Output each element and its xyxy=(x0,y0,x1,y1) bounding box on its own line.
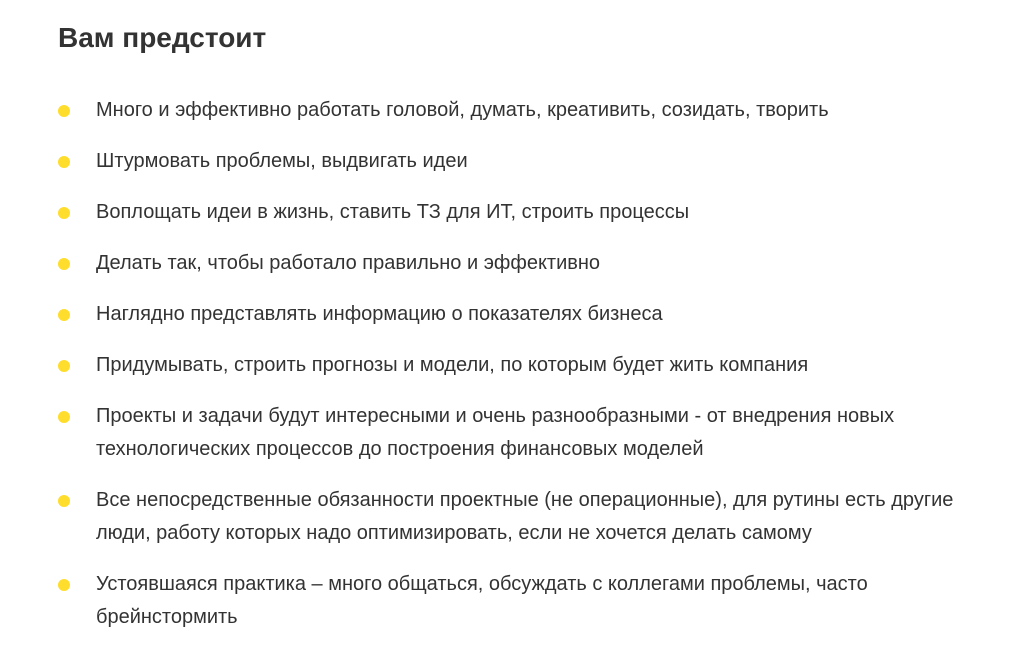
bullet-dot-icon xyxy=(58,360,70,372)
list-item-text: Придумывать, строить прогнозы и модели, по которым будет жить компания xyxy=(96,354,809,376)
list-item xyxy=(58,484,958,550)
list-item-text: Наглядно представлять информацию о показателях бизнеса xyxy=(96,303,663,325)
list-item-text: Все непосредственные обязанности проектные (не операционные), для рутины есть другие люди, работу которых надо оптимизировать, если не хочется делать самому xyxy=(96,489,954,544)
bullet-dot-icon xyxy=(58,411,70,423)
list-item-text: Устоявшаяся практика – много общаться, обсуждать с коллегами проблемы, часто брейнстормить xyxy=(96,573,868,628)
list-item xyxy=(58,145,958,178)
list-item-text: Воплощать идеи в жизнь, ставить ТЗ для ИТ, строить процессы xyxy=(96,201,690,223)
bullet-dot-icon xyxy=(58,156,70,168)
bullet-dot-icon xyxy=(58,105,70,117)
bullet-dot-icon xyxy=(58,258,70,270)
section-title: Вам предстоит xyxy=(58,22,267,53)
list-item xyxy=(58,400,958,466)
bullet-dot-icon xyxy=(58,309,70,321)
list-item xyxy=(58,247,958,280)
list-item-text: Проекты и задачи будут интересными и очень разнообразными - от внедрения новых технологических процессов до построения финансовых моделей xyxy=(96,405,895,460)
list-item xyxy=(58,349,958,382)
bullet-dot-icon xyxy=(58,207,70,219)
list-item-text: Много и эффективно работать головой, думать, креативить, созидать, творить xyxy=(96,99,829,121)
list-item-text: Штурмовать проблемы, выдвигать идеи xyxy=(96,150,468,172)
bullet-dot-icon xyxy=(58,495,70,507)
responsibilities-section xyxy=(58,18,958,628)
list-item xyxy=(58,298,958,331)
list-item xyxy=(58,568,958,634)
list-item xyxy=(58,196,958,229)
list-item-text: Делать так, чтобы работало правильно и эффективно xyxy=(96,252,601,274)
responsibilities-list xyxy=(58,94,958,634)
list-item xyxy=(58,94,958,127)
bullet-dot-icon xyxy=(58,579,70,591)
